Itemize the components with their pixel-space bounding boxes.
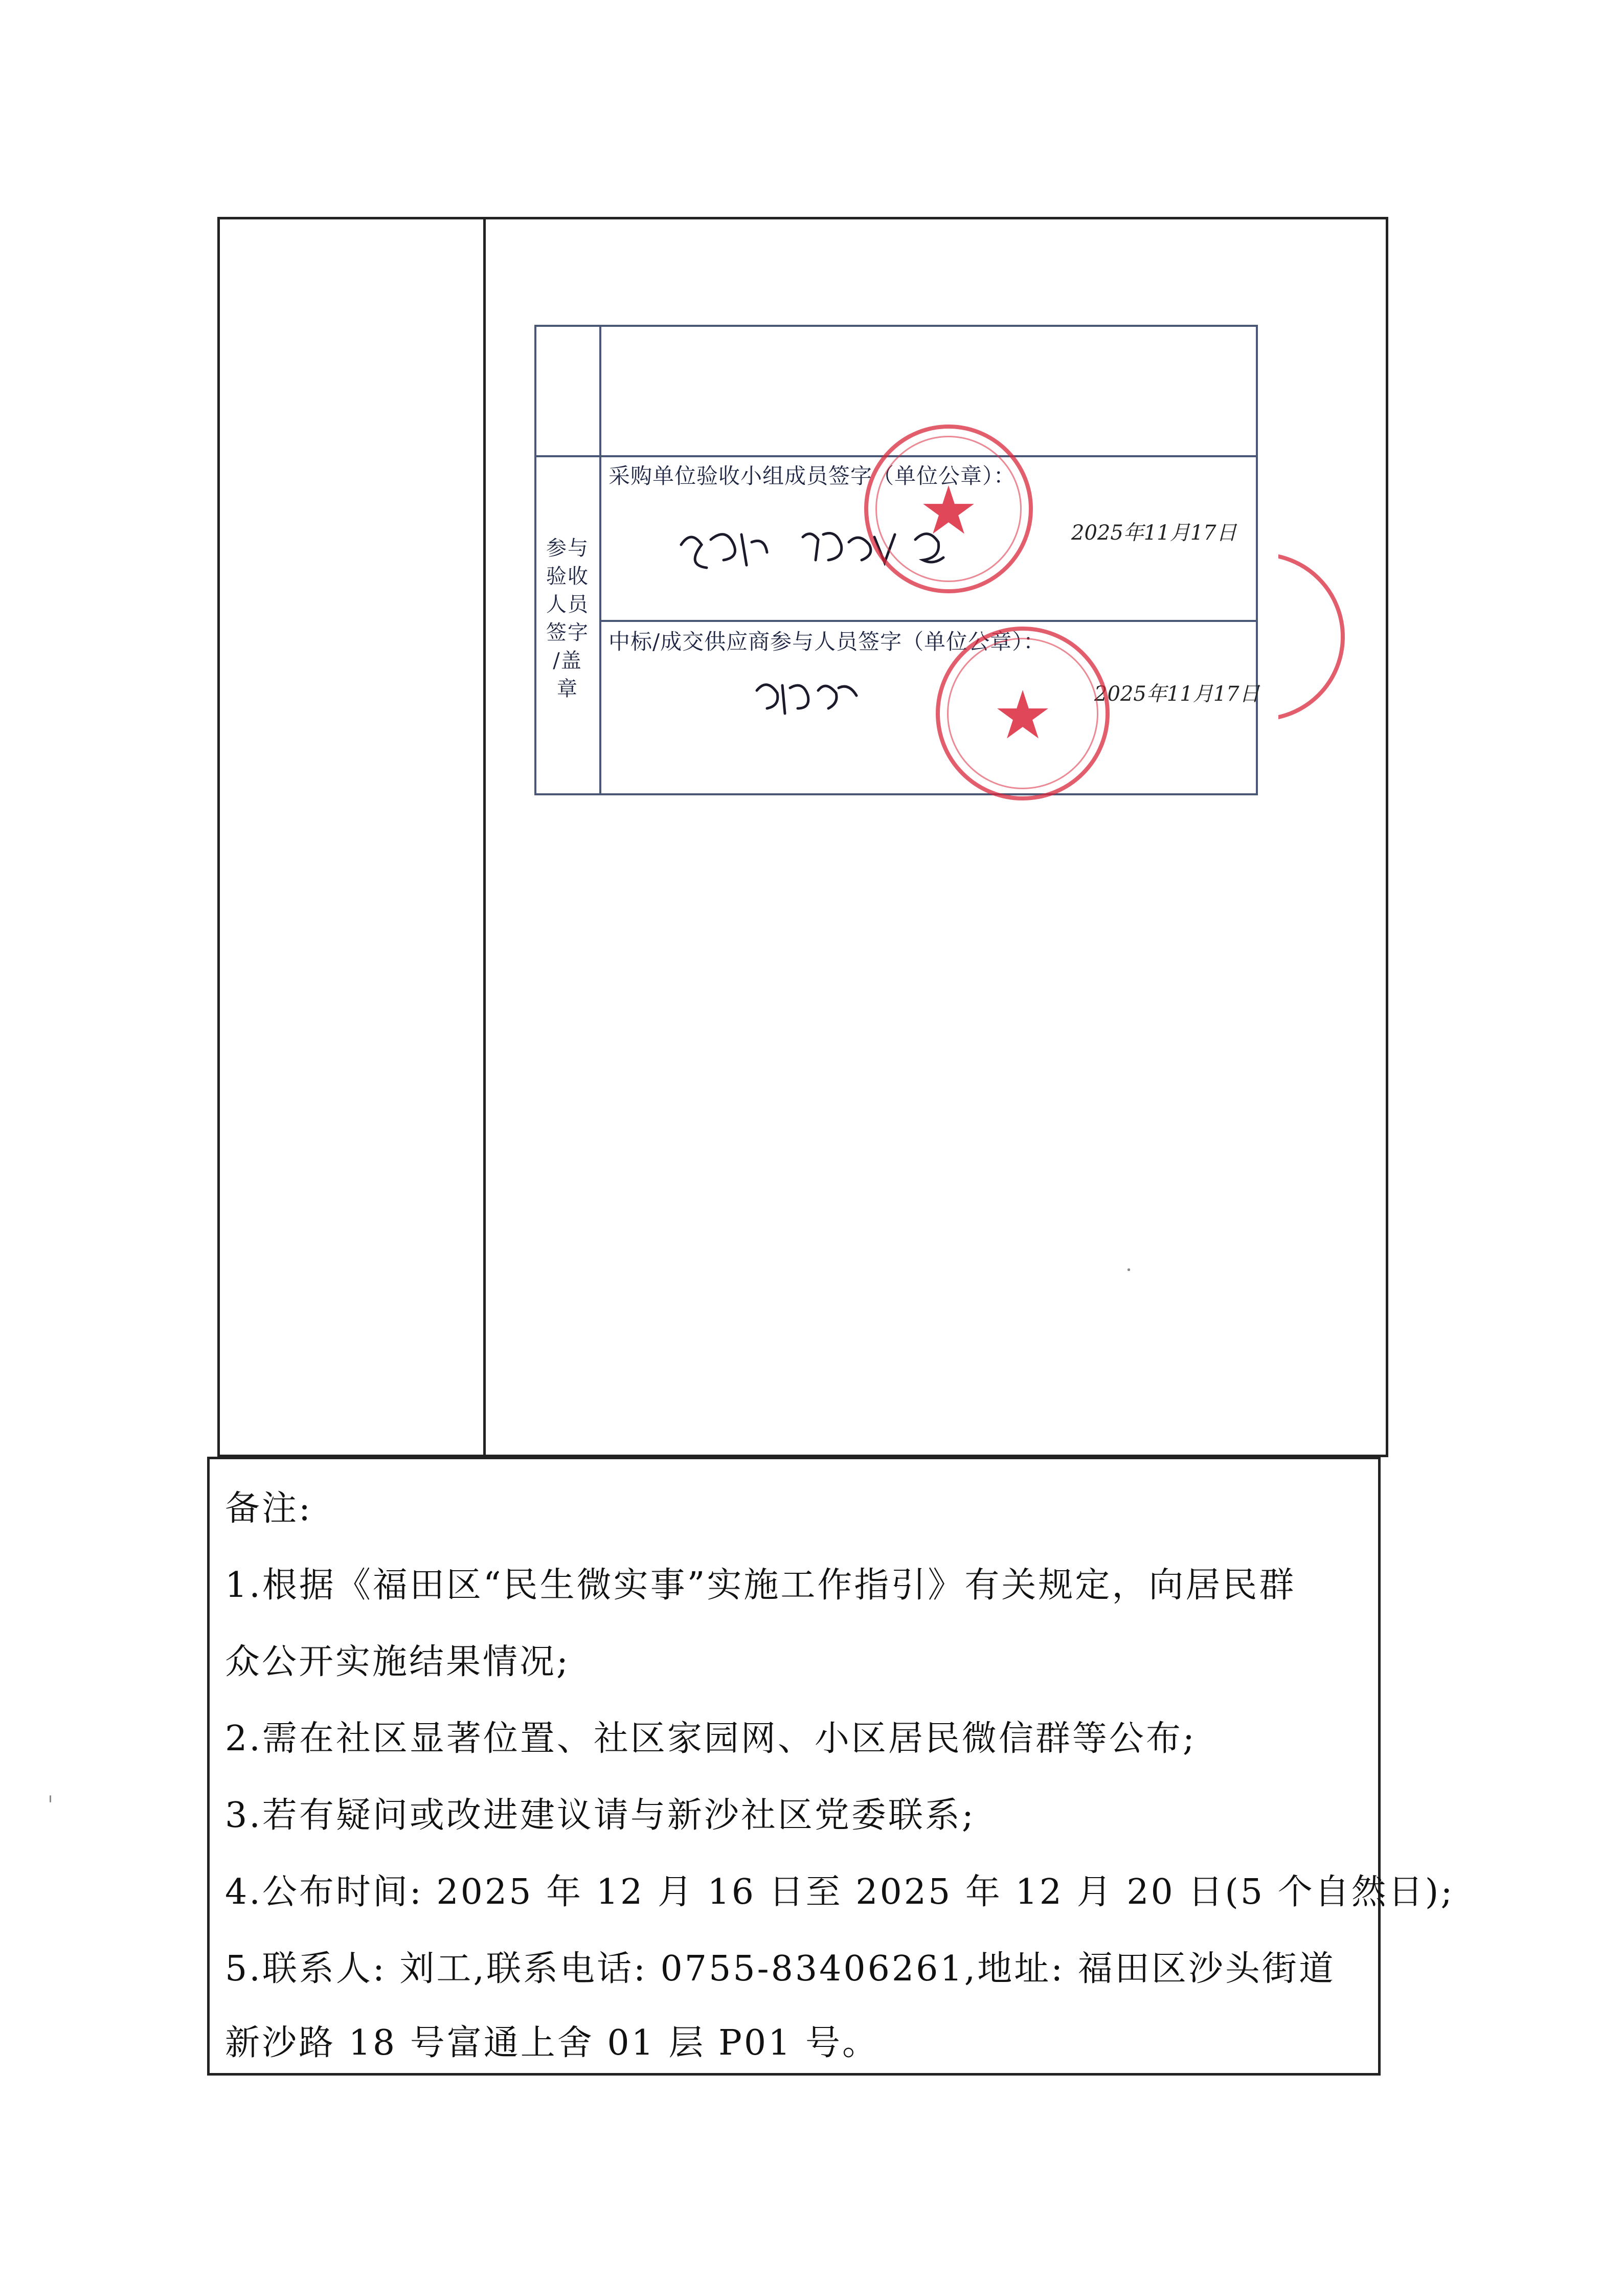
acceptance-table-divider [599,325,601,795]
acceptance-vertical-label: 参与 验收 人员 签字 /盖 章 [546,537,589,701]
acceptance-table-row-line [599,620,1258,622]
note-line: 3.若有疑问或改进建议请与新沙社区党委联系; [225,1795,976,1836]
note-line: 2.需在社区显著位置、社区家园网、小区居民微信群等公布; [225,1719,1197,1759]
supplier-signature-label: 中标/成交供应商参与人员签字（单位公章）： [608,629,1046,654]
supplier-signature [752,665,864,721]
scan-speck [1128,1268,1130,1271]
outer-table-divider [483,217,486,1457]
note-line: 新沙路 18 号富通上舍 01 层 P01 号。 [225,2023,880,2063]
supplier-official-seal: ★ [936,627,1110,800]
edge-seal-fragment [1278,552,1345,721]
purchaser-official-seal: ★ [864,425,1033,593]
note-line: 5.联系人: 刘工,联系电话: 0755-83406261,地址: 福田区沙头街道 [225,1949,1336,1989]
scan-speck [50,1795,51,1802]
supplier-date: 2025年11月17日 [1094,682,1260,706]
notes-heading: 备注: [225,1488,312,1529]
purchaser-signature-label: 采购单位验收小组成员签字（单位公章）： [608,463,1016,488]
note-line: 4.公布时间: 2025 年 12 月 16 日至 2025 年 12 月 20 日(5 个自然日); [225,1872,1455,1912]
note-line: 众公开实施结果情况; [225,1642,570,1682]
note-line: 1.根据《福田区“民生微实事”实施工作指引》有关规定，向居民群 [225,1565,1296,1606]
purchaser-date: 2025年11月17日 [1071,521,1237,545]
